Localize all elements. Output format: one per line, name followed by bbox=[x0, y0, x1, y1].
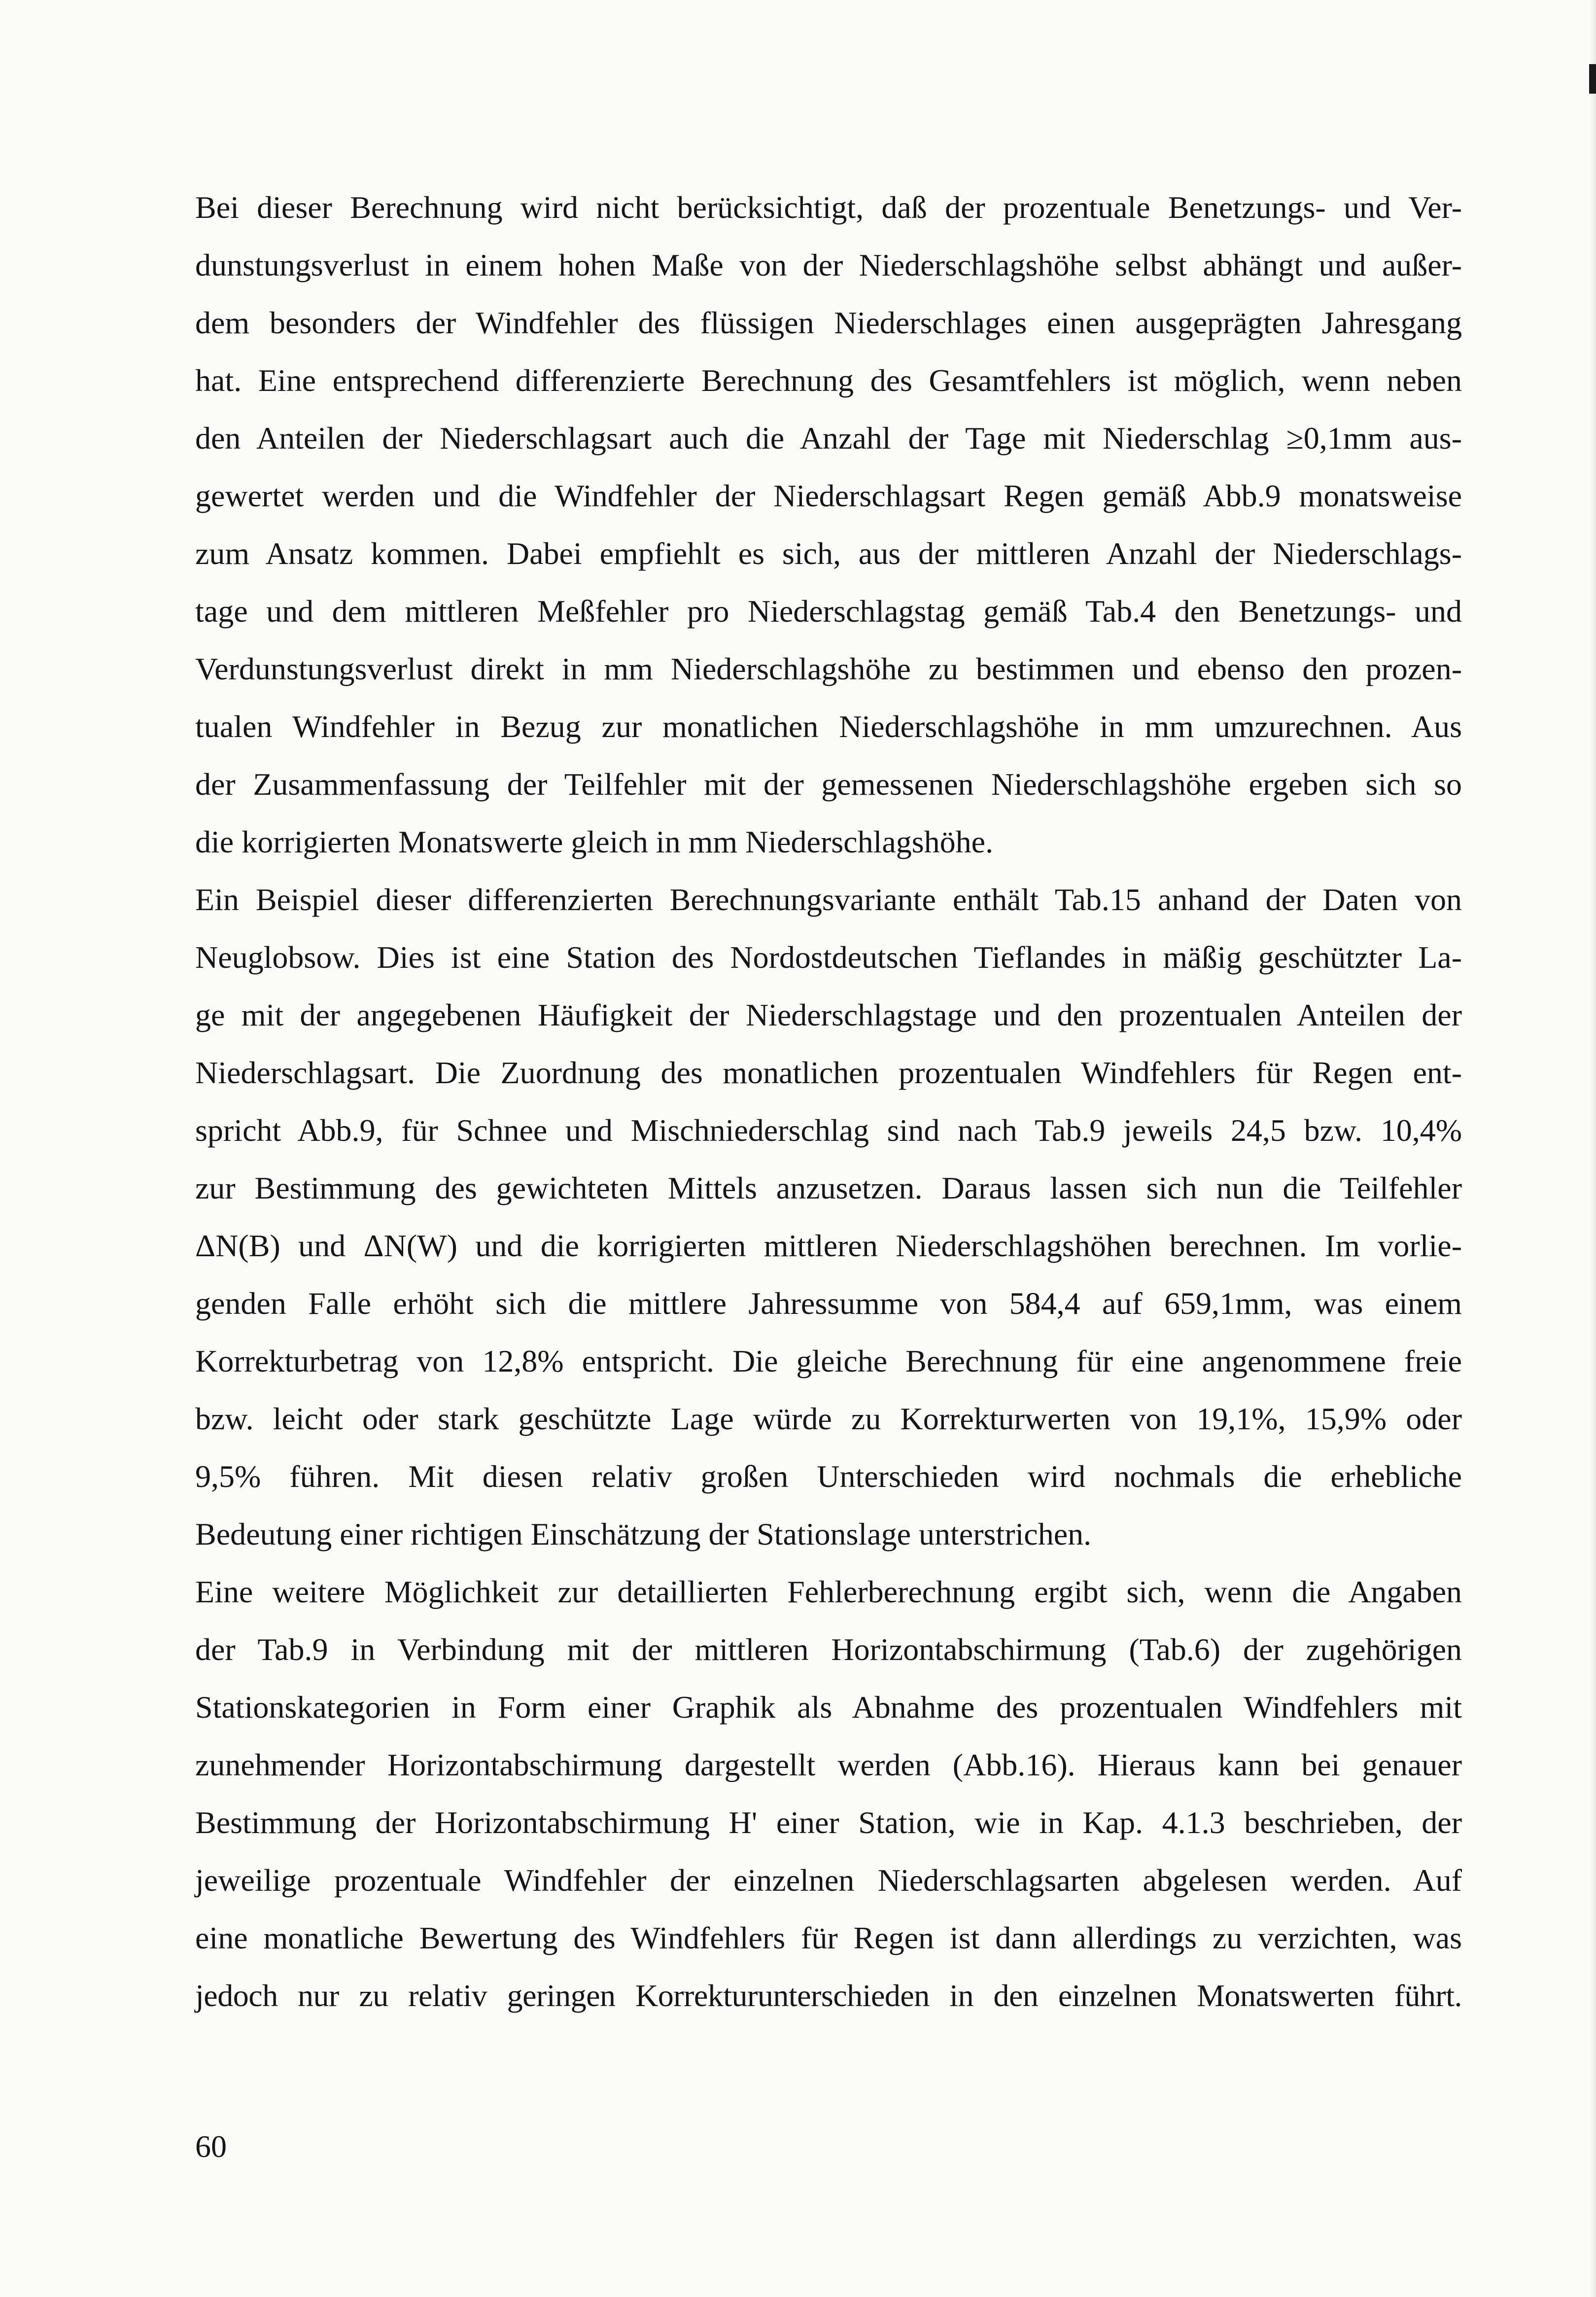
text-line: dem besonders der Windfehler des flüssigen Niederschlages einen ausgeprägten Jahresgang bbox=[195, 305, 1462, 340]
text-line: 9,5% führen. Mit diesen relativ großen Unterschieden wird nochmals die erhebliche bbox=[195, 1459, 1462, 1494]
text-line: die korrigierten Monatswerte gleich in mm Niederschlagshöhe. bbox=[195, 824, 994, 859]
scan-edge bbox=[1588, 0, 1596, 2297]
text-line: tage und dem mittleren Meßfehler pro Niederschlagstag gemäß Tab.4 den Benetzungs- und bbox=[195, 594, 1462, 629]
body-text bbox=[195, 178, 1462, 2024]
text-line: Niederschlagsart. Die Zuordnung des monatlichen prozentualen Windfehlers für Regen ent- bbox=[195, 1055, 1462, 1090]
text-line: ge mit der angegebenen Häufigkeit der Niederschlagstage und den prozentualen Anteilen der bbox=[195, 997, 1462, 1032]
text-line: Bestimmung der Horizontabschirmung H' einer Station, wie in Kap. 4.1.3 beschrieben, der bbox=[195, 1805, 1462, 1840]
text-line: bzw. leicht oder stark geschützte Lage würde zu Korrekturwerten von 19,1%, 15,9% oder bbox=[195, 1401, 1462, 1436]
text-line: Ein Beispiel dieser differenzierten Berechnungsvariante enthält Tab.15 anhand der Daten von bbox=[195, 882, 1462, 917]
text-line: Verdunstungsverlust direkt in mm Niederschlagshöhe zu bestimmen und ebenso den prozen- bbox=[195, 651, 1462, 686]
text-line: den Anteilen der Niederschlagsart auch die Anzahl der Tage mit Niederschlag ≥0,1mm aus- bbox=[195, 421, 1462, 456]
text-line: Eine weitere Möglichkeit zur detaillierten Fehlerberechnung ergibt sich, wenn die Angaben bbox=[195, 1574, 1462, 1609]
text-line: tualen Windfehler in Bezug zur monatlichen Niederschlagshöhe in mm umzurechnen. Aus bbox=[195, 709, 1462, 744]
text-line: Bedeutung einer richtigen Einschätzung der Stationslage unterstrichen. bbox=[195, 1517, 1092, 1552]
text-line: Bei dieser Berechnung wird nicht berücksichtigt, daß der prozentuale Benetzungs- und Ver- bbox=[195, 190, 1462, 225]
text-line: ΔN(B) und ΔN(W) und die korrigierten mittleren Niederschlagshöhen berechnen. Im vorlie- bbox=[195, 1228, 1462, 1263]
text-line: gewertet werden und die Windfehler der Niederschlagsart Regen gemäß Abb.9 monatsweise bbox=[195, 478, 1462, 513]
text-line: zur Bestimmung des gewichteten Mittels anzusetzen. Daraus lassen sich nun die Teilfehler bbox=[195, 1170, 1462, 1205]
text-line: jeweilige prozentuale Windfehler der einzelnen Niederschlagsarten abgelesen werden. Auf bbox=[195, 1863, 1462, 1898]
text-line: jedoch nur zu relativ geringen Korrekturunterschieden in den einzelnen Monatswerten führt. bbox=[195, 1978, 1462, 2013]
text-line: spricht Abb.9, für Schnee und Mischniederschlag sind nach Tab.9 jeweils 24,5 bzw. 10,4% bbox=[195, 1113, 1462, 1148]
text-line: Korrekturbetrag von 12,8% entspricht. Die gleiche Berechnung für eine angenommene freie bbox=[195, 1343, 1462, 1378]
text-line: Stationskategorien in Form einer Graphik als Abnahme des prozentualen Windfehlers mit bbox=[195, 1690, 1462, 1725]
page-number: 60 bbox=[195, 2129, 227, 2164]
text-line: eine monatliche Bewertung des Windfehlers für Regen ist dann allerdings zu verzichten, was bbox=[195, 1920, 1462, 1955]
text-line: der Tab.9 in Verbindung mit der mittleren Horizontabschirmung (Tab.6) der zugehörigen bbox=[195, 1632, 1462, 1667]
scan-mark bbox=[1589, 64, 1596, 94]
text-line: genden Falle erhöht sich die mittlere Jahressumme von 584,4 auf 659,1mm, was einem bbox=[195, 1286, 1462, 1321]
text-line: hat. Eine entsprechend differenzierte Berechnung des Gesamtfehlers ist möglich, wenn neben bbox=[195, 363, 1462, 398]
text-line: zunehmender Horizontabschirmung dargestellt werden (Abb.16). Hieraus kann bei genauer bbox=[195, 1747, 1462, 1782]
text-line: zum Ansatz kommen. Dabei empfiehlt es sich, aus der mittleren Anzahl der Niederschlags- bbox=[195, 536, 1462, 571]
text-line: Neuglobsow. Dies ist eine Station des Nordostdeutschen Tieflandes in mäßig geschützter La- bbox=[195, 940, 1462, 975]
text-line: der Zusammenfassung der Teilfehler mit der gemessenen Niederschlagshöhe ergeben sich so bbox=[195, 767, 1462, 802]
text-line: dunstungsverlust in einem hohen Maße von der Niederschlagshöhe selbst abhängt und außer- bbox=[195, 247, 1462, 283]
